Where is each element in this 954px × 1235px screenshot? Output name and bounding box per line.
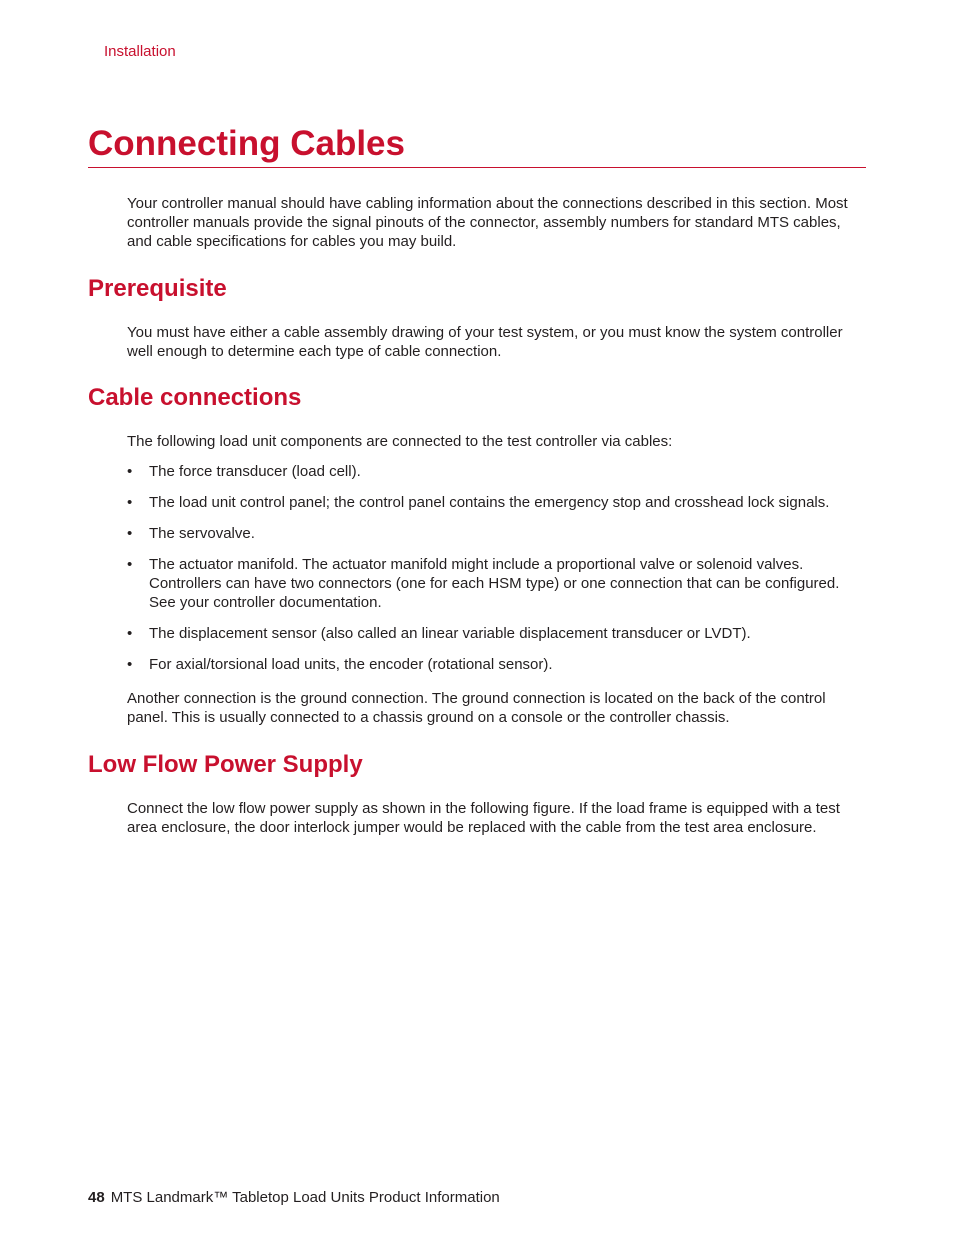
list-item: [127, 624, 869, 643]
cable-connections-heading: Cable connections: [88, 384, 302, 411]
running-header: Installation: [104, 43, 176, 60]
prerequisite-paragraph: You must have either a cable assembly drawing of your test system, or you must know the system controller well enough to determine each type of cable connection.: [127, 324, 843, 360]
list-item: [127, 524, 869, 543]
list-item-text: The force transducer (load cell).: [149, 463, 361, 480]
bullet-glyph: •: [127, 656, 133, 673]
cable-connections-list: [127, 462, 869, 686]
ground-connection-paragraph: Another connection is the ground connection. The ground connection is located on the back of the control panel. This is usually connected to a chassis ground on a console or the controller chassis.: [127, 690, 826, 726]
bullet-glyph: •: [127, 463, 133, 480]
list-item-text: The servovalve.: [149, 525, 255, 542]
list-item: [127, 555, 869, 612]
cable-connections-lead: The following load unit components are connected to the test controller via cables:: [127, 433, 673, 450]
list-item-text: The displacement sensor (also called an linear variable displacement transducer or LVDT).: [149, 625, 751, 642]
page-title: Connecting Cables: [88, 122, 866, 168]
list-item-text: The load unit control panel; the control panel contains the emergency stop and crosshead lock signals.: [149, 494, 830, 511]
list-item: [127, 655, 869, 674]
page-footer: [88, 1189, 500, 1206]
prerequisite-heading: Prerequisite: [88, 275, 227, 302]
footer-doc-title: MTS Landmark™ Tabletop Load Units Product Information: [110, 1189, 500, 1206]
page-number: 48: [88, 1189, 105, 1206]
bullet-glyph: •: [127, 525, 133, 542]
low-flow-heading: Low Flow Power Supply: [88, 751, 363, 778]
bullet-glyph: •: [127, 625, 133, 642]
list-item-text: The actuator manifold. The actuator manifold might include a proportional valve or solenoid valves. Controllers can have two connectors (one for each HSM type) or one connection that can be configured. See your controller documentation.: [149, 556, 840, 611]
list-item: [127, 462, 869, 481]
intro-paragraph: Your controller manual should have cabling information about the connections described in this section. Most controller manuals provide the signal pinouts of the connector, assembly numbers for standard MTS cables, and cable specifications for cables you may build.: [127, 195, 848, 250]
list-item-text: For axial/torsional load units, the encoder (rotational sensor).: [149, 656, 553, 673]
bullet-glyph: •: [127, 556, 133, 573]
low-flow-paragraph: Connect the low flow power supply as shown in the following figure. If the load frame is equipped with a test area enclosure, the door interlock jumper would be replaced with the cable from the test area enclosure.: [127, 800, 840, 836]
list-item: [127, 493, 869, 512]
bullet-glyph: •: [127, 494, 133, 511]
